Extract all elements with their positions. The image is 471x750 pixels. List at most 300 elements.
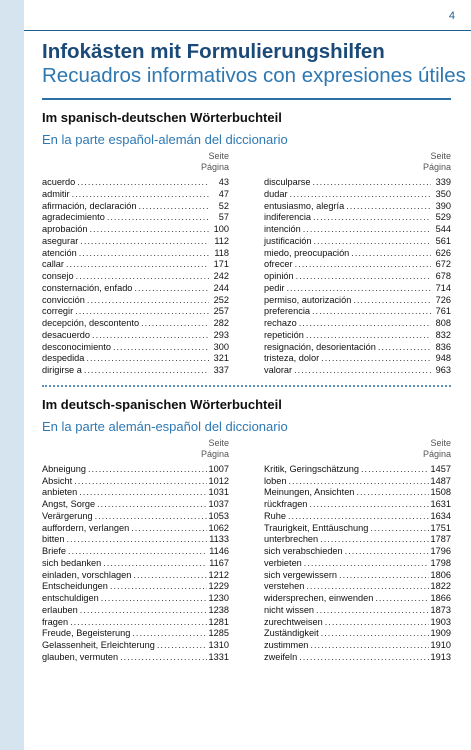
index-entry	[264, 593, 451, 605]
index-entry	[42, 652, 229, 664]
index-entry-term: anbieten	[42, 487, 78, 498]
dot-leader	[97, 499, 206, 511]
index-entry-page: 1913	[430, 651, 451, 662]
dot-leader	[131, 523, 206, 535]
index-entry-term: opinión	[264, 271, 294, 281]
index-entry-page: 529	[435, 212, 451, 223]
index-entry-term: Meinungen, Ansichten	[264, 487, 355, 498]
index-entry-term: Briefe	[42, 546, 67, 556]
index-entry	[264, 523, 451, 535]
section1-columns	[42, 151, 451, 377]
dot-leader	[76, 271, 209, 283]
index-entry	[264, 201, 451, 213]
index-entry-page: 672	[435, 259, 451, 270]
index-entry-term: tristeza, dolor	[264, 353, 320, 364]
index-entry-term: Kritik, Geringschätzung	[264, 463, 359, 474]
column-header-seite: Seite	[208, 437, 229, 448]
dot-leader	[103, 558, 207, 570]
dot-leader	[157, 640, 207, 652]
index-entry-term: justificación	[264, 235, 312, 246]
section-divider	[42, 385, 451, 387]
column-header-pagina: Página	[200, 162, 229, 172]
index-entry-page: 57	[218, 212, 229, 223]
dot-leader	[356, 487, 428, 499]
index-entry	[264, 464, 451, 476]
section1-heading-german: Im spanisch-deutschen Wörterbuchteil	[42, 110, 282, 125]
index-entry	[42, 570, 229, 582]
index-entry	[264, 365, 451, 377]
index-entry-page: 808	[435, 318, 451, 328]
index-entry-term: rückfragen	[264, 499, 308, 509]
left-margin-band	[0, 0, 24, 750]
index-entry-term: dudar	[264, 188, 288, 199]
index-entry-page: 1167	[209, 557, 229, 568]
index-entry-page: 112	[214, 235, 229, 246]
index-entry-page: 1037	[208, 499, 229, 509]
index-entry-term: resignación, desorientación	[264, 341, 376, 352]
index-entry	[42, 212, 229, 224]
index-entry-page: 252	[213, 294, 229, 305]
page-title-spanish: Recuadros informativos con expresiones útiles	[42, 64, 466, 87]
index-entry-page: 678	[435, 271, 451, 281]
dot-leader	[314, 236, 432, 248]
page-content	[42, 40, 466, 664]
index-entry-page: 1062	[208, 522, 229, 533]
dot-leader	[74, 476, 206, 488]
index-entry-term: despedida	[42, 353, 85, 364]
index-entry-term: Freude, Begeisterung	[42, 628, 131, 639]
dot-leader	[320, 534, 428, 546]
index-entry-term: loben	[264, 475, 287, 486]
index-entry-term: asegurar	[42, 235, 79, 246]
dot-leader	[133, 570, 206, 582]
index-entry-page: 1866	[430, 593, 451, 603]
index-entry-term: decepción, descontento	[42, 318, 140, 328]
dot-leader	[95, 511, 207, 523]
index-entry-term: rechazo	[264, 318, 297, 328]
index-entry-page: 350	[435, 188, 451, 199]
index-entry-term: valorar	[264, 365, 293, 375]
index-entry-term: bitten	[42, 534, 65, 545]
index-entry-page: 100	[213, 224, 229, 234]
dot-leader	[304, 558, 429, 570]
index-entry-page: 1909	[430, 628, 451, 639]
section2-heading-german: Im deutsch-spanischen Wörterbuchteil	[42, 396, 282, 412]
index-entry	[264, 605, 451, 617]
index-entry	[264, 224, 451, 236]
dot-leader	[107, 212, 209, 224]
dot-leader	[295, 259, 431, 271]
index-entry-term: intención	[264, 224, 301, 234]
index-entry-page: 761	[435, 306, 451, 317]
index-entry-term: Angst, Sorge	[42, 499, 96, 509]
index-entry	[42, 617, 229, 629]
index-entry	[42, 546, 229, 558]
section1-right-column	[264, 151, 451, 377]
index-entry-term: entusiasmo, alegría	[264, 200, 345, 211]
dot-leader	[346, 201, 431, 213]
index-entry	[42, 365, 229, 377]
dot-leader	[134, 283, 209, 295]
dot-leader	[132, 628, 206, 640]
index-entry-page: 1012	[208, 475, 229, 486]
index-entry	[264, 259, 451, 271]
index-entry	[42, 318, 229, 330]
index-entry	[264, 177, 451, 189]
index-entry-term: ofrecer	[264, 259, 293, 270]
index-entry	[264, 487, 451, 499]
index-entry	[42, 330, 229, 342]
index-entry	[42, 558, 229, 570]
column-header-seite: Seite	[430, 151, 451, 161]
index-entry	[264, 342, 451, 354]
index-entry-term: aprobación	[42, 224, 88, 234]
dot-leader	[101, 593, 207, 605]
index-entry-page: 390	[435, 200, 451, 211]
index-entry-term: dirigirse a	[42, 365, 82, 375]
dot-leader	[316, 605, 429, 617]
index-entry-page: 1007	[208, 463, 229, 474]
dot-leader	[79, 248, 209, 260]
index-entry-term: einladen, vorschlagen	[42, 569, 132, 580]
index-entry	[42, 534, 229, 546]
index-entry-page: 1285	[208, 628, 229, 639]
index-entry-term: permiso, autorización	[264, 294, 352, 305]
index-entry	[264, 283, 451, 295]
index-entry-term: Gelassenheit, Erleichterung	[42, 640, 155, 650]
index-entry-term: Absicht	[42, 475, 73, 486]
index-entry-page: 47	[218, 188, 229, 199]
index-entry	[264, 189, 451, 201]
index-entry-page: 1229	[208, 581, 229, 592]
dot-leader	[296, 271, 431, 283]
index-entry-page: 832	[435, 329, 451, 340]
index-entry-term: admitir	[42, 188, 70, 199]
dot-leader	[339, 570, 429, 582]
index-entry-page: 1457	[430, 463, 451, 474]
index-entry	[42, 259, 229, 271]
dot-leader	[313, 212, 431, 224]
index-entry	[42, 581, 229, 593]
index-entry	[264, 628, 451, 640]
index-entry-term: Verärgerung	[42, 510, 93, 521]
dot-leader	[288, 476, 428, 488]
index-entry-page: 1910	[430, 640, 451, 650]
index-entry-term: entschuldigen	[42, 593, 99, 603]
dot-leader	[351, 248, 431, 260]
index-entry	[264, 248, 451, 260]
index-entry	[42, 464, 229, 476]
index-entry-term: Entscheidungen	[42, 581, 108, 592]
index-entry	[264, 306, 451, 318]
index-entry	[264, 353, 451, 365]
dot-leader	[87, 295, 209, 307]
dot-leader	[288, 511, 429, 523]
index-entry	[42, 248, 229, 260]
index-entry	[42, 236, 229, 248]
dot-leader	[68, 546, 207, 558]
index-entry-term: Ruhe	[264, 510, 286, 521]
dot-leader	[361, 464, 429, 476]
dot-leader	[77, 177, 209, 189]
dot-leader	[378, 342, 431, 354]
index-entry	[264, 570, 451, 582]
dot-leader	[66, 259, 209, 271]
page-number: 4	[448, 10, 455, 22]
dot-leader	[113, 342, 209, 354]
index-entry-page: 43	[218, 177, 229, 187]
column-header-pagina: Página	[200, 448, 229, 459]
index-entry-page: 321	[213, 353, 229, 364]
index-entry	[42, 523, 229, 535]
index-entry-term: zweifeln	[264, 651, 298, 662]
index-entry	[42, 295, 229, 307]
index-entry-term: erlauben	[42, 604, 78, 615]
index-entry-term: sich verabschieden	[264, 546, 343, 556]
index-entry	[264, 546, 451, 558]
dot-leader	[286, 283, 431, 295]
index-entry	[42, 511, 229, 523]
index-entry-page: 52	[218, 200, 229, 211]
index-entry-page: 1031	[208, 487, 229, 498]
index-entry-term: sich bedanken	[42, 557, 102, 568]
index-entry	[42, 353, 229, 365]
index-entry-term: disculparse	[264, 177, 311, 187]
index-entry-page: 1487	[430, 475, 451, 486]
dot-leader	[353, 295, 431, 307]
index-entry	[264, 558, 451, 570]
index-entry	[264, 652, 451, 664]
index-entry-term: convicción	[42, 294, 85, 305]
index-entry-page: 339	[435, 177, 451, 187]
dot-leader	[70, 617, 206, 629]
index-entry-page: 1903	[430, 616, 451, 627]
index-entry	[264, 581, 451, 593]
index-entry-page: 1806	[430, 569, 451, 580]
dot-leader	[290, 189, 432, 201]
index-entry-page: 1798	[430, 557, 451, 568]
index-entry-term: fragen	[42, 616, 69, 627]
index-entry-term: consternación, enfado	[42, 282, 133, 293]
index-entry	[42, 593, 229, 605]
index-entry-page: 836	[435, 341, 451, 352]
index-entry-term: unterbrechen	[264, 534, 319, 545]
index-entry	[42, 499, 229, 511]
dot-leader	[89, 224, 209, 236]
section2-columns	[42, 438, 451, 664]
index-entry	[42, 224, 229, 236]
index-entry	[42, 271, 229, 283]
index-entry-page: 1133	[209, 534, 229, 545]
index-entry-page: 1631	[430, 499, 451, 509]
index-entry-page: 1822	[430, 581, 451, 592]
index-entry	[42, 201, 229, 213]
section2-left-list	[42, 464, 229, 664]
dot-leader	[306, 581, 428, 593]
index-entry-page: 561	[435, 235, 451, 246]
column-header-pagina: Página	[422, 448, 451, 459]
header-rule	[24, 30, 471, 31]
dot-leader	[321, 628, 429, 640]
dot-leader	[299, 318, 431, 330]
index-entry	[264, 318, 451, 330]
index-entry	[42, 189, 229, 201]
index-entry	[264, 330, 451, 342]
index-entry-page: 1796	[430, 546, 451, 556]
section2-heading-spanish: En la parte alemán-español del diccionario	[42, 418, 288, 434]
index-entry-term: nicht wissen	[264, 604, 315, 615]
index-entry	[42, 487, 229, 499]
index-entry-page: 948	[435, 353, 451, 364]
dot-leader	[345, 546, 429, 558]
index-entry-page: 963	[435, 365, 451, 375]
page-title-german: Infokästen mit Formulierungshilfen	[42, 40, 385, 63]
index-entry-page: 300	[213, 341, 229, 352]
section1-right-list	[264, 177, 451, 377]
index-entry	[42, 342, 229, 354]
index-entry	[264, 295, 451, 307]
index-entry-page: 1787	[430, 534, 451, 545]
dot-leader	[75, 306, 209, 318]
dot-leader	[312, 306, 431, 318]
index-entry	[42, 605, 229, 617]
index-entry-page: 714	[435, 282, 451, 293]
index-entry-page: 1310	[208, 640, 229, 650]
index-entry-term: verstehen	[264, 581, 305, 592]
index-entry	[264, 499, 451, 511]
index-entry-page: 242	[213, 271, 229, 281]
column-header-seite: Seite	[208, 151, 229, 161]
dot-leader	[110, 581, 207, 593]
dot-leader	[72, 189, 209, 201]
index-entry-page: 544	[435, 224, 451, 234]
index-entry	[42, 283, 229, 295]
index-entry	[264, 534, 451, 546]
index-entry-page: 1238	[208, 604, 229, 615]
dot-leader	[310, 640, 428, 652]
index-entry-term: desacuerdo	[42, 329, 91, 340]
index-entry-page: 171	[213, 259, 229, 270]
index-entry-page: 1751	[430, 522, 451, 533]
dot-leader	[66, 534, 207, 546]
dot-leader	[375, 593, 428, 605]
dot-leader	[303, 224, 431, 236]
index-entry-page: 626	[435, 247, 451, 258]
index-entry	[264, 271, 451, 283]
index-entry-term: repetición	[264, 329, 304, 340]
index-entry-term: atención	[42, 247, 77, 258]
index-entry-term: auffordern, verlangen	[42, 522, 130, 533]
dot-leader	[370, 523, 428, 535]
index-entry-page: 1634	[430, 510, 451, 521]
dot-leader	[312, 177, 431, 189]
index-entry-term: zustimmen	[264, 640, 309, 650]
index-entry-term: desconocimiento	[42, 341, 111, 352]
index-entry-term: Traurigkeit, Enttäuschung	[264, 522, 369, 533]
dot-leader	[321, 353, 431, 365]
dot-leader	[325, 617, 429, 629]
index-entry	[264, 212, 451, 224]
index-entry	[42, 177, 229, 189]
dot-leader	[88, 464, 207, 476]
dot-leader	[79, 487, 206, 499]
index-entry-page: 1281	[208, 616, 229, 627]
index-entry-term: indiferencia	[264, 212, 311, 223]
index-entry-page: 118	[214, 247, 229, 258]
index-entry-term: zurechtweisen	[264, 616, 323, 627]
index-entry-term: callar	[42, 259, 64, 270]
index-entry-page: 257	[213, 306, 229, 317]
dot-leader	[80, 236, 209, 248]
index-entry-term: preferencia	[264, 306, 310, 317]
index-entry	[42, 476, 229, 488]
dot-leader	[141, 318, 209, 330]
index-entry-page: 1146	[209, 546, 229, 556]
dot-leader	[84, 365, 209, 377]
index-entry-term: widersprechen, einwenden	[264, 593, 374, 603]
section1-left-column	[42, 151, 229, 377]
section1-heading-spanish: En la parte español-alemán del diccionario	[42, 132, 288, 147]
index-entry	[42, 628, 229, 640]
column-header-seite: Seite	[430, 437, 451, 448]
index-entry-term: consejo	[42, 271, 74, 281]
dot-leader	[309, 499, 428, 511]
index-entry-term: agradecimiento	[42, 212, 105, 223]
index-entry-term: pedir	[264, 282, 285, 293]
index-entry	[264, 640, 451, 652]
dot-leader	[299, 652, 428, 664]
section2-right-list	[264, 464, 451, 664]
dot-leader	[120, 652, 206, 664]
index-entry-term: corregir	[42, 306, 74, 317]
title-divider	[42, 98, 451, 100]
index-entry-page: 1873	[430, 604, 451, 615]
section2-left-column	[42, 438, 229, 664]
dot-leader	[80, 605, 207, 617]
section2-right-column	[264, 438, 451, 664]
index-entry-page: 1230	[208, 593, 229, 603]
index-entry-page: 1508	[430, 487, 451, 498]
dot-leader	[92, 330, 209, 342]
column-header-pagina: Página	[422, 162, 451, 172]
index-entry-term: glauben, vermuten	[42, 651, 119, 662]
index-entry	[42, 306, 229, 318]
index-entry-term: verbieten	[264, 557, 302, 568]
index-entry-page: 1212	[208, 569, 229, 580]
index-entry-page: 282	[213, 318, 229, 328]
index-entry-term: Abneigung	[42, 463, 86, 474]
index-entry-page: 726	[435, 294, 451, 305]
index-entry-term: acuerdo	[42, 177, 76, 187]
section1-left-list	[42, 177, 229, 377]
index-entry	[264, 476, 451, 488]
index-entry	[42, 640, 229, 652]
index-entry-page: 293	[213, 329, 229, 340]
index-entry-term: afirmación, declaración	[42, 200, 137, 211]
index-entry-term: miedo, preocupación	[264, 247, 350, 258]
dot-leader	[306, 330, 431, 342]
index-entry-term: Zuständigkeit	[264, 628, 319, 639]
index-entry	[264, 511, 451, 523]
index-entry-term: sich vergewissern	[264, 569, 338, 580]
index-entry-page: 244	[213, 282, 229, 293]
dot-leader	[138, 201, 209, 213]
index-entry-page: 1053	[208, 510, 229, 521]
index-entry	[264, 236, 451, 248]
dot-leader	[86, 353, 209, 365]
index-entry-page: 337	[213, 365, 229, 375]
dot-leader	[294, 365, 431, 377]
